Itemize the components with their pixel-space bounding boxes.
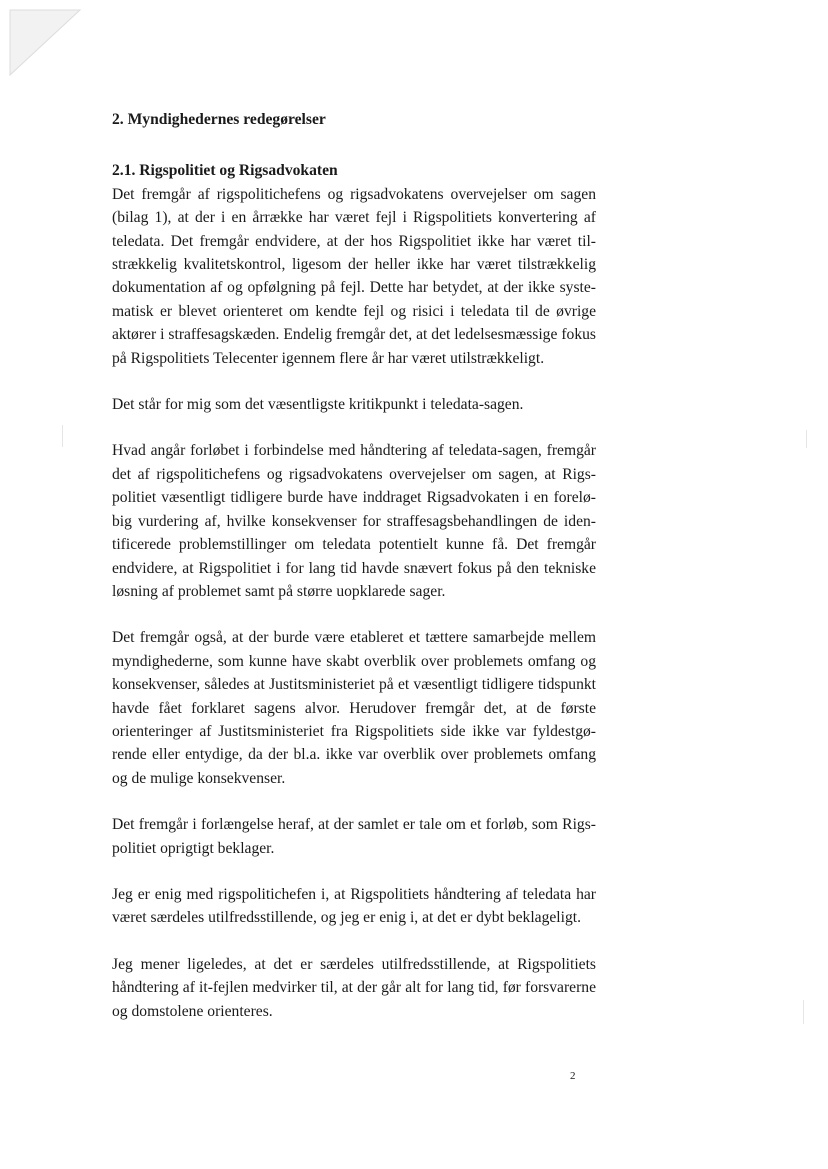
page-number: 2 xyxy=(570,1070,576,1082)
paragraph: Jeg er enig med rigspolitichefen i, at Rigspolitiets håndtering af teledata har været særdeles utilfredsstillende, og jeg er enig i, at det er dybt beklageligt. xyxy=(112,885,596,927)
paragraph: Det fremgår af rigspolitichefens og rigsadvokatens overvejelser om sagen (bilag 1), at der i en årrække har været fejl i Rigspolitiets konvertering af teledata. Det fremgår endvidere, at der hos Rigspolitiet ikke har været tilstrækkelig kvalitetskontrol, ligesom der heller ikke har været tilstrækkelig dokumentation af og opfølgning på fejl. Dette har betydet, at der ikke systematisk er blevet orienteret om kendte fejl og risici i teledata til de øvrige aktører i straffesagskæden. Endelig fremgår det, at det ledelsesmæssige fokus på Rigspolitiets Telecenter igennem flere år har været utilstrækkeligt. xyxy=(112,185,596,367)
paragraph: Det fremgår i forlængelse heraf, at der samlet er tale om et forløb, som Rigspolitiet oprigtigt beklager. xyxy=(112,816,596,857)
section-heading: 2. Myndighedernes redegørelser xyxy=(112,111,326,128)
scan-artifact-right xyxy=(806,430,807,448)
paragraph: Jeg mener ligeledes, at det er særdeles utilfredsstillende, at Rigspolitiets håndtering af it-fejlen medvirker til, at der går alt for lang tid, før forsvarerne og domstolene orienteres. xyxy=(112,955,596,1020)
document-body xyxy=(112,108,596,1046)
scan-artifact-left xyxy=(62,425,63,447)
scan-artifact-right-bottom xyxy=(803,1000,804,1024)
paragraph: Hvad angår forløbet i forbindelse med håndtering af teledata-sagen, fremgår det af rigspolitichefens og rigsadvokatens overvejelser om sagen, at Rigspolitiet væsentligt tidligere burde have inddraget Rigsadvokaten i en foreløbig vurdering af, hvilke konsekvenser for straffesagsbehandlingen de identificerede problemstillinger om teledata potentielt kunne få. Det fremgår endvidere, at Rigspolitiet i for lang tid havde snævert fokus på den tekniske løsning af problemet samt på større uopklarede sager. xyxy=(112,442,596,600)
paragraph: Det fremgår også, at der burde være etableret et tættere samarbejde mellem myndighederne, som kunne have skabt overblik over problemets omfang og konsekvenser, således at Justitsministeriet på et væsentligt tidligere tidspunkt havde fået forklaret sagens alvor. Herudover fremgår det, at de første orienteringer af Justitsministeriet fra Rigspolitiets side ikke var fyldestgørende eller entydige, da der bl.a. ikke var overblik over problemets omfang og de mulige konsekvenser. xyxy=(112,629,596,787)
subsection-heading: 2.1. Rigspolitiet og Rigsadvokaten xyxy=(112,162,338,180)
folded-corner-mark xyxy=(0,0,90,80)
paragraph: Det står for mig som det væsentligste kritikpunkt i teledata-sagen. xyxy=(112,396,524,414)
